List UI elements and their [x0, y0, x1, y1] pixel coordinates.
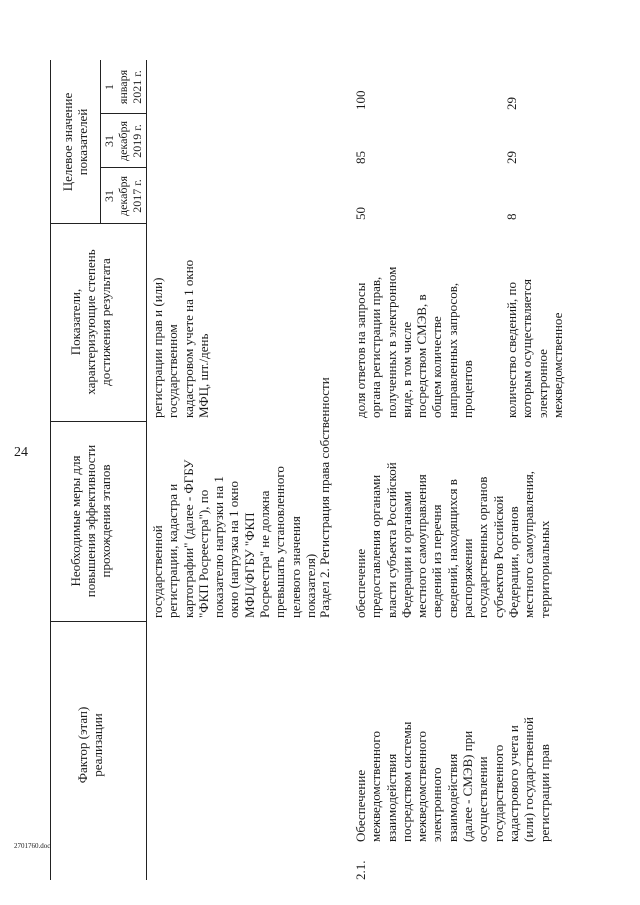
value-b-2021: 29	[504, 97, 519, 110]
rotated-page-content	[30, 60, 630, 880]
value-b-2017: 8	[504, 213, 519, 220]
row-indicator-a: доля ответов на запросы органа регистрации прав, полученных в электронном виде, в том числе посредством СМЭВ, в общем количестве направленных запросов, процентов	[353, 266, 476, 418]
header-year-2021: 1 января 2021 г.	[102, 69, 144, 105]
page-number: 24	[14, 445, 28, 460]
section-title: Раздел 2. Регистрация права собственности	[317, 377, 332, 618]
footer-filename: 2701760.doc	[14, 842, 51, 850]
table-top-border	[50, 60, 51, 880]
value-a-2021: 100	[353, 90, 368, 110]
continued-measure-text: государственной регистрации, кадастра и картографии" (далее - ФГБУ "ФКП Росреестра"), по показателю нагрузки на 1 окно (нагрузка на 1 окно МФЦ/ФГБУ "ФКП Росреестра" не должна превышать установленного целевого значения показателя)	[150, 459, 318, 618]
header-divider	[100, 60, 101, 224]
header-year-2017: 31 декабря 2017 г.	[102, 175, 144, 217]
header-year-2019: 31 декабря 2019 г.	[102, 120, 144, 162]
header-measures: Необходимые меры для повышения эффективности прохождения этапов	[68, 444, 113, 598]
row-indicator-b: количество сведений, по которым осуществляется электронное межведомственное	[504, 279, 565, 418]
header-bottom-border	[146, 60, 147, 880]
header-factor: Фактор (этап) реализации	[75, 706, 105, 784]
targets-table	[30, 60, 630, 880]
col-divider-2	[50, 421, 146, 422]
row-measure-text: обеспечение предоставления органами власти субъекта Российской Федерации и органами местного самоуправления сведений из перечня сведений, находящихся в распоряжении государственных органов субъектов Российской Федерации, органов местного самоуправления, территориальных	[353, 462, 552, 618]
value-b-2019: 29	[504, 151, 519, 164]
header-indicators: Показатели, характеризующие степень достижения результата	[68, 249, 113, 395]
row-number: 2.1.	[353, 860, 368, 880]
continued-indicator-text: регистрации прав и (или) государственном кадастровом учете на 1 окно МФЦ, шт./день	[150, 259, 211, 418]
header-target: Целевое значение показателей	[60, 92, 90, 192]
value-a-2019: 85	[353, 151, 368, 164]
col-divider-1	[50, 621, 146, 622]
row-factor-text: Обеспечение межведомственного взаимодействия посредством системы межведомственного электронного взаимодействия (далее - СМЭВ) при осуществлении государственного кадастрового учета и (или) государственной регистрации прав	[353, 717, 552, 842]
value-a-2017: 50	[353, 207, 368, 220]
